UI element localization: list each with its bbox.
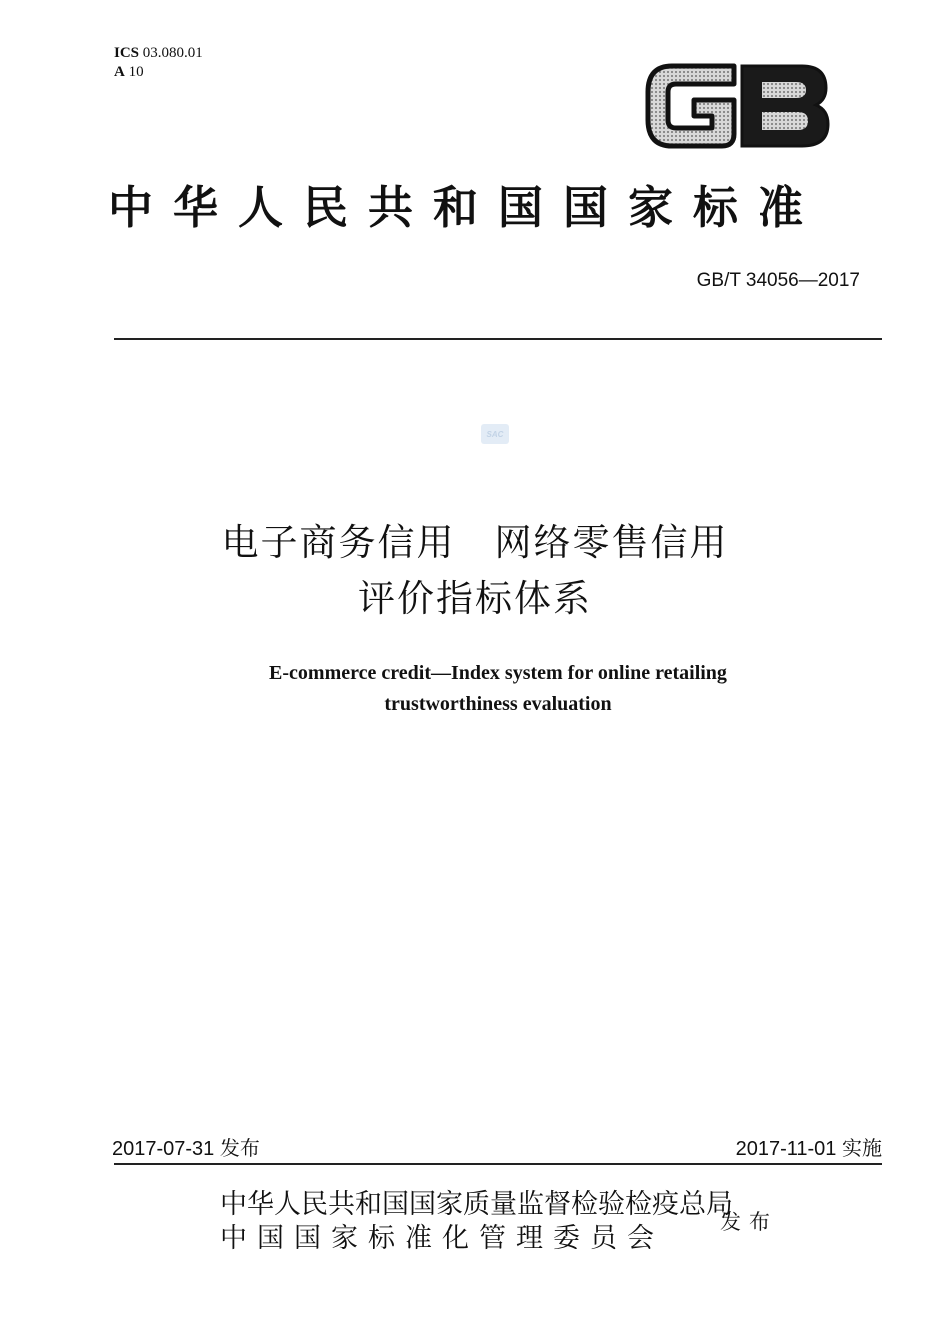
issuer-sac: 中国国家标准化管理委员会 — [220, 1223, 664, 1254]
chinese-title-line-1: 电子商务信用 网络零售信用 — [221, 521, 729, 564]
ccs-line — [114, 63, 203, 82]
publish-label: 发布 — [720, 1210, 778, 1234]
top-divider — [114, 338, 882, 340]
issuer-aqsiq: 中华人民共和国国家质量监督检验检疫总局 — [220, 1189, 733, 1220]
classification-codes — [114, 44, 203, 82]
bottom-divider — [114, 1163, 882, 1165]
ics-label: ICS — [114, 45, 140, 61]
issue-date: 2017-07-31 发布 — [112, 1138, 260, 1160]
sac-watermark-icon — [480, 423, 510, 445]
standard-number: GB/T 34056—2017 — [696, 270, 860, 291]
english-title-line-2: trustworthiness evaluation — [384, 693, 612, 715]
chinese-title-line-2: 评价指标体系 — [358, 577, 592, 620]
ics-line — [114, 44, 203, 63]
english-title-line-1: E-commerce credit—Index system for online retailing — [269, 662, 727, 684]
gb-logo-icon — [642, 58, 832, 154]
gb-logo-text: GB — [642, 58, 644, 59]
ccs-code: 10 — [128, 64, 144, 80]
ics-code: 03.080.01 — [142, 45, 203, 61]
ccs-label: A — [114, 64, 125, 80]
national-standard-title: 中华人民共和国国家标准 — [108, 181, 824, 234]
sac-mark-text: SAC — [486, 430, 504, 439]
implementation-date: 2017-11-01 实施 — [735, 1138, 882, 1160]
